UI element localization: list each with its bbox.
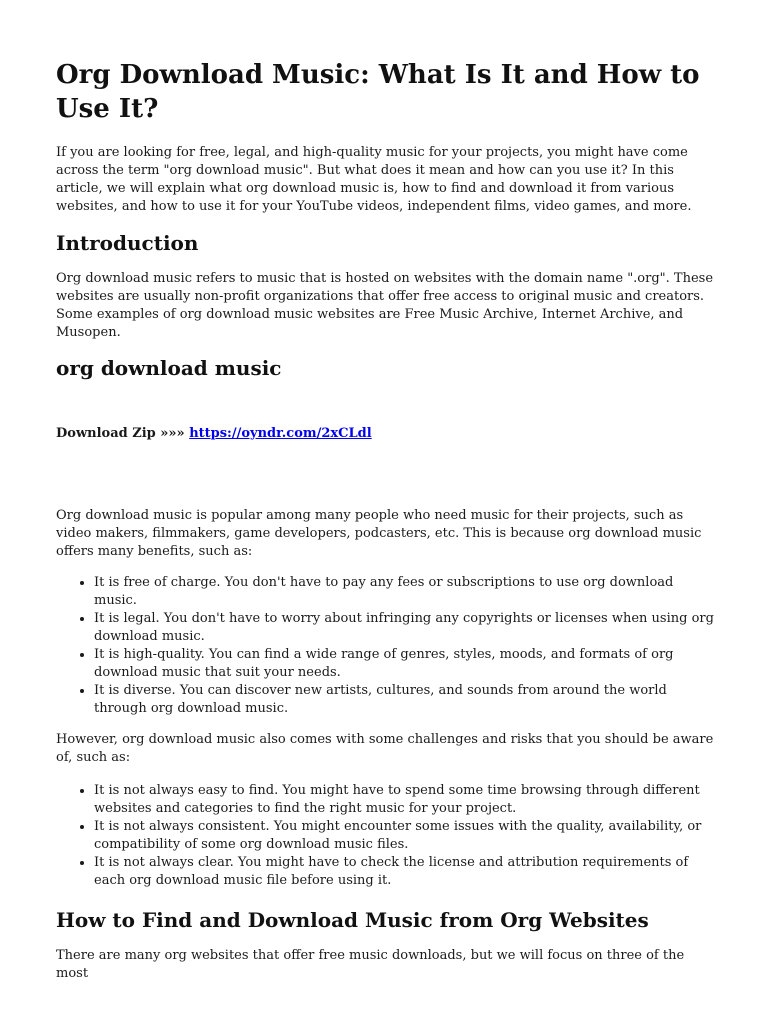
introduction-heading: Introduction	[56, 231, 199, 255]
keyword-heading: org download music	[56, 356, 282, 380]
benefits-list	[56, 574, 718, 718]
introduction-paragraph: Org download music refers to music that is hosted on websites with the domain name ".org". These websites are usually non-profit organizations that offer free access to original music and creators. Some examples of org download music websites are Free Music Archive, Internet Archive, and Musopen.	[56, 271, 714, 340]
download-line	[56, 425, 718, 443]
challenges-paragraph: However, org download music also comes with some challenges and risks that you should be aware of, such as:	[56, 732, 714, 765]
challenges-list	[56, 782, 718, 890]
download-link[interactable]: https://oyndr.com/2xCLdl	[189, 426, 372, 441]
howto-heading: How to Find and Download Music from Org Websites	[56, 908, 649, 932]
popular-paragraph: Org download music is popular among many people who need music for their projects, such as video makers, filmmakers, game developers, podcasters, etc. This is because org download music offers many benefits, such as:	[56, 508, 702, 559]
list-item: • It is not always clear. You might have to check the license and attribution requirements of each org download music file before using it.	[94, 854, 718, 890]
list-item: • It is not always consistent. You might encounter some issues with the quality, availability, or compatibility of some org download music files.	[94, 818, 718, 854]
download-label: Download Zip »»»	[56, 426, 190, 441]
list-item: • It is free of charge. You don't have to pay any fees or subscriptions to use org download music.	[94, 574, 718, 610]
list-item: • It is legal. You don't have to worry about infringing any copyrights or licenses when using org download music.	[94, 610, 718, 646]
list-item: • It is high-quality. You can find a wide range of genres, styles, moods, and formats of org download music that suit your needs.	[94, 646, 718, 682]
article-title: Org Download Music: What Is It and How to Use It?	[56, 60, 700, 124]
list-item: • It is not always easy to find. You might have to spend some time browsing through different websites and categories to find the right music for your project.	[94, 782, 718, 818]
intro-paragraph: If you are looking for free, legal, and high-quality music for your projects, you might have come across the term "org download music". But what does it mean and how can you use it? In this article, we will explain what org download music is, how to find and download it from various websites, and how to use it for your YouTube videos, independent films, video games, and more.	[56, 145, 692, 214]
howto-paragraph: There are many org websites that offer free music downloads, but we will focus on three of the most	[56, 948, 685, 981]
list-item: • It is diverse. You can discover new artists, cultures, and sounds from around the world through org download music.	[94, 682, 718, 718]
article-body	[56, 58, 718, 983]
